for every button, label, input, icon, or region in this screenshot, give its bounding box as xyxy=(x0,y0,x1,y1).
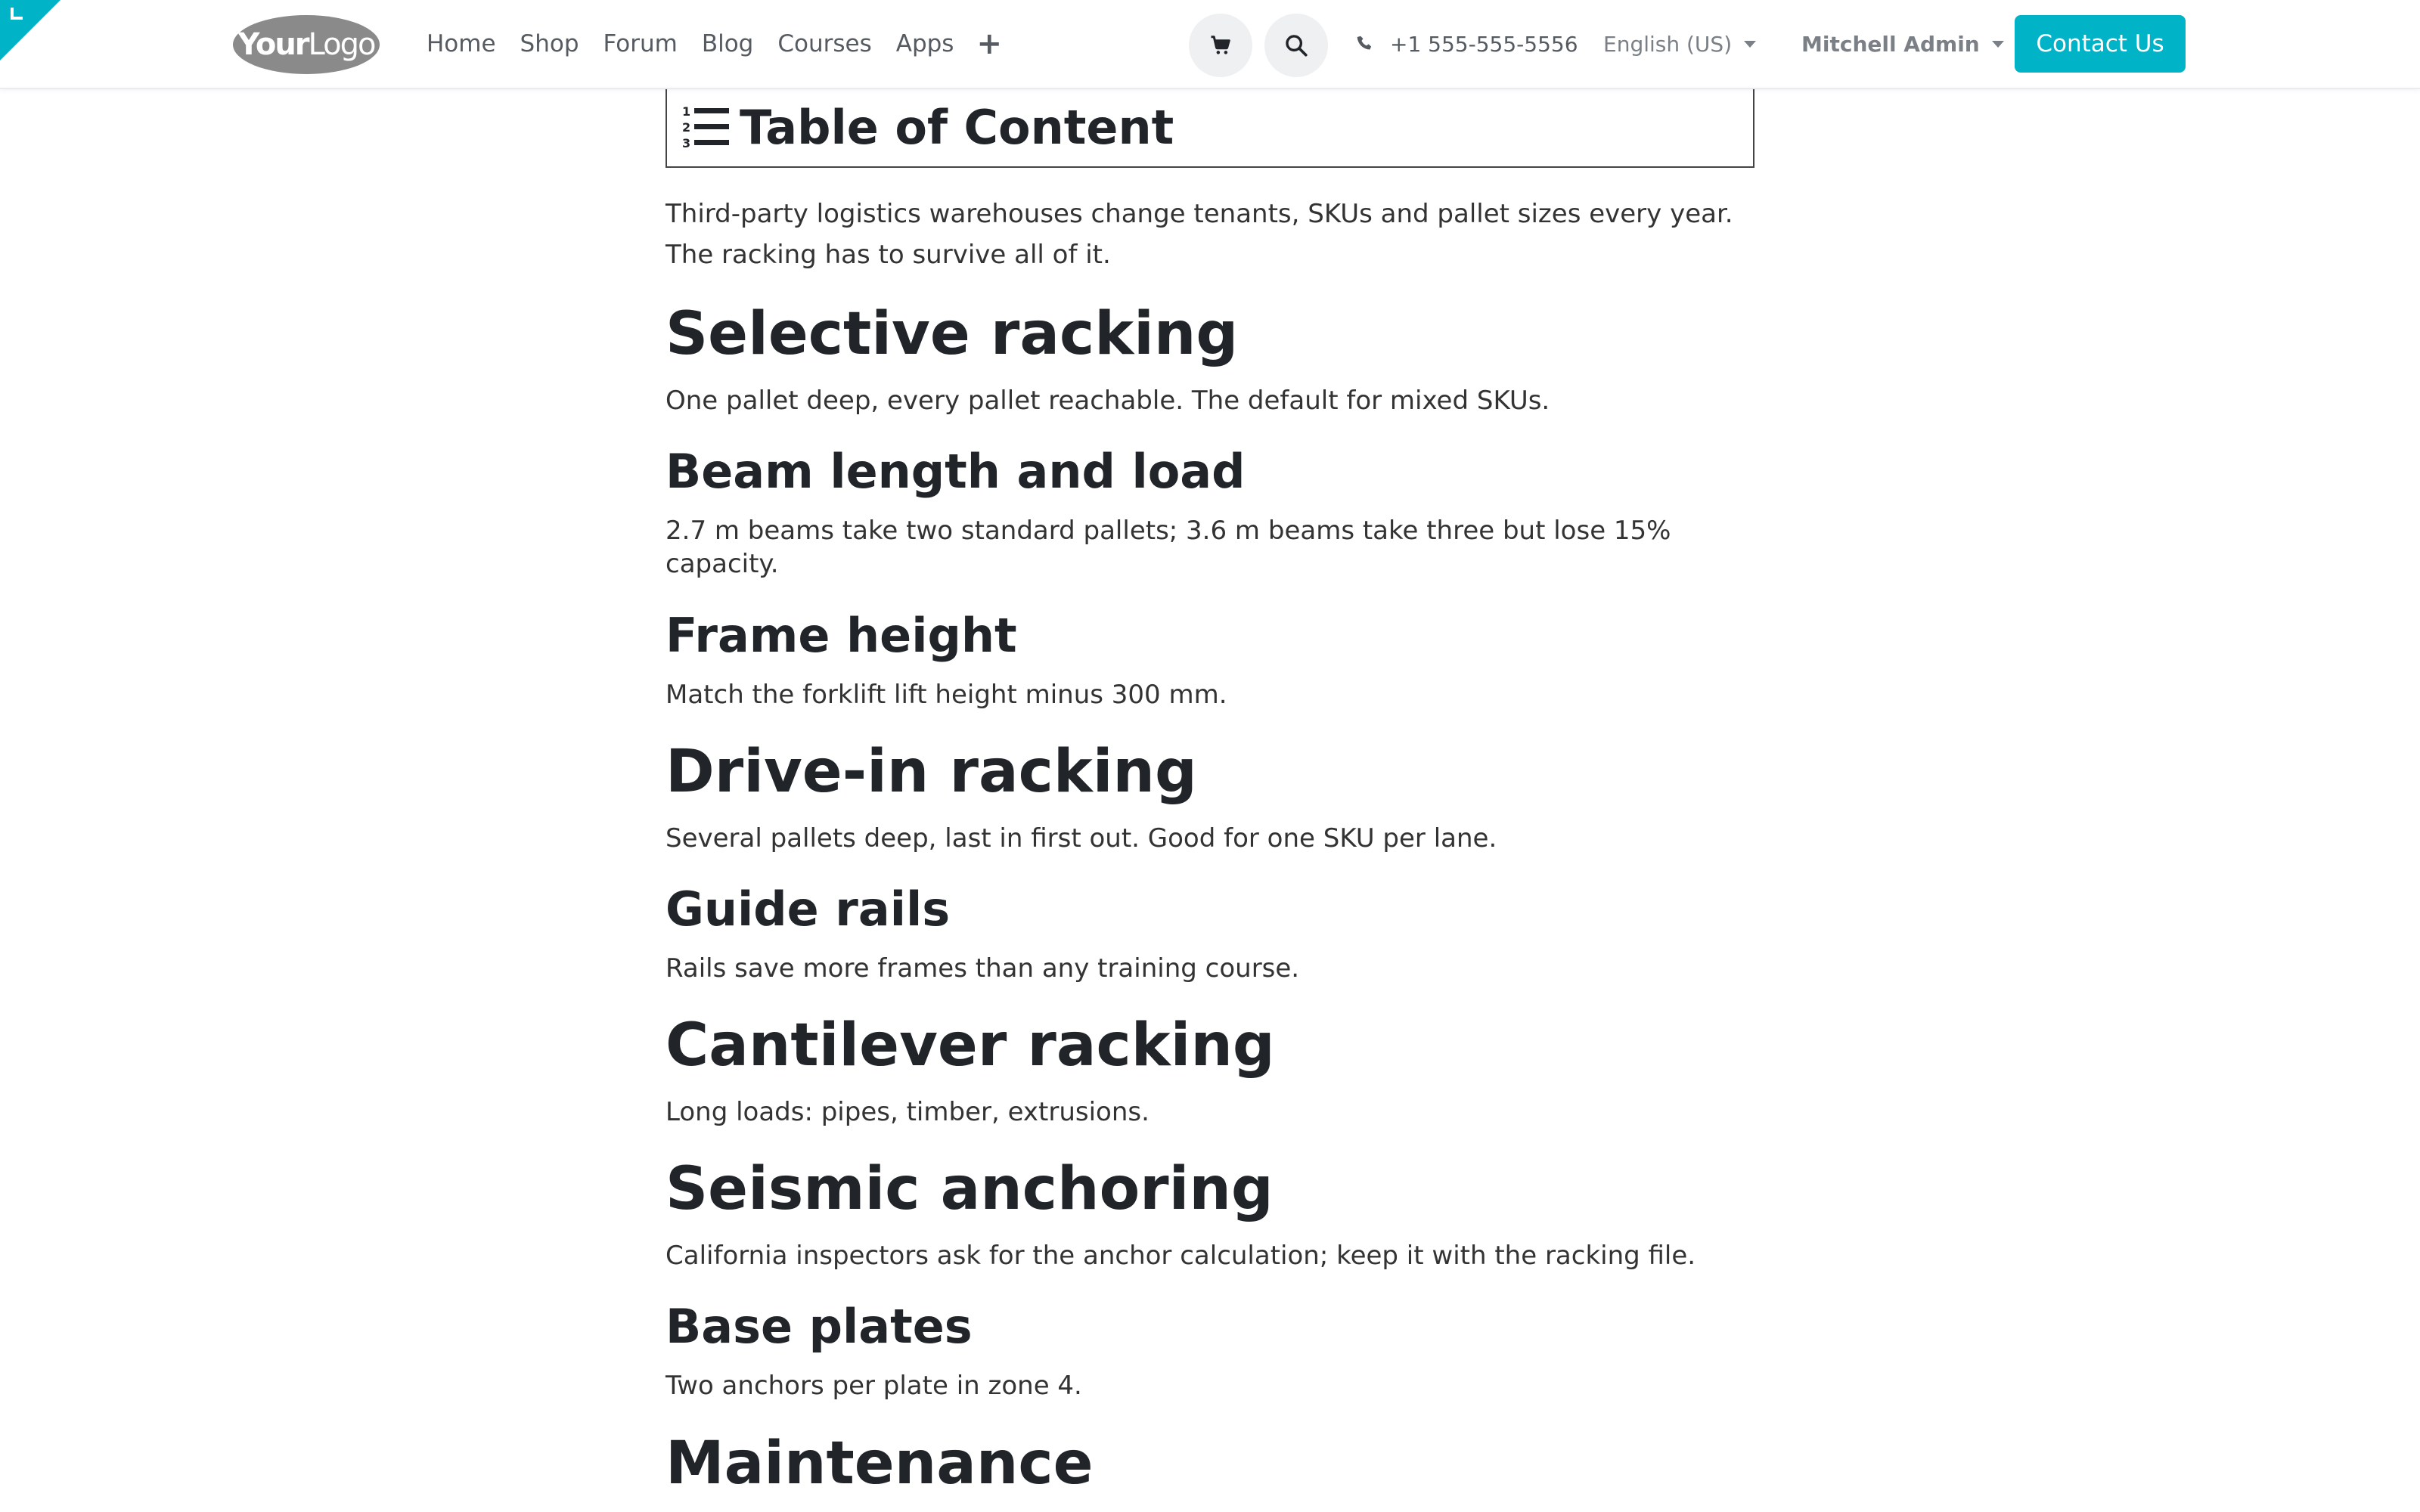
cart-button[interactable] xyxy=(1189,14,1252,77)
section-paragraph: One pallet deep, every pallet reachable. The default for mixed SKUs. xyxy=(666,385,1550,416)
phone-number: +1 555-555-5556 xyxy=(1390,31,1578,57)
svg-text:2: 2 xyxy=(682,120,691,135)
section-heading: Drive-in racking xyxy=(666,737,1197,806)
section-paragraph: California inspectors ask for the anchor calculation; keep it with the racking file. xyxy=(666,1241,1696,1272)
subsection-heading: Guide rails xyxy=(666,881,951,937)
phone-contact[interactable] xyxy=(1355,0,1578,88)
subsection-paragraph: Match the forklift lift height minus 300 mm. xyxy=(666,679,1227,710)
language-selector[interactable] xyxy=(1603,0,1756,88)
toc-title: Table of Content xyxy=(740,99,1174,155)
contact-us-button[interactable]: Contact Us xyxy=(2015,15,2186,73)
subsection-paragraph: 2.7 m beams take two standard pallets; 3.6 m beams take three but lose 15% capacity. xyxy=(666,516,1671,580)
subsection-paragraph: Two anchors per plate in zone 4. xyxy=(666,1371,1082,1402)
numbered-list-icon xyxy=(682,104,729,150)
chevron-down-icon xyxy=(1744,41,1756,48)
chevron-down-icon xyxy=(1992,41,2004,48)
user-menu[interactable] xyxy=(1801,0,2004,88)
subsection-heading: Beam length and load xyxy=(666,443,1246,499)
subsection-heading: Frame height xyxy=(666,607,1017,663)
intro-paragraph: Third-party logistics warehouses change tenants, SKUs and pallet sizes every year. The racking has to survive all of it. xyxy=(666,199,1733,270)
article-content xyxy=(666,88,1754,1496)
svg-text:3: 3 xyxy=(682,136,691,150)
subsection-paragraph: Rails save more frames than any training course. xyxy=(666,953,1300,984)
nav-home[interactable]: Home xyxy=(427,30,496,57)
section-heading: Maintenance xyxy=(666,1429,1094,1498)
nav-apps[interactable]: Apps xyxy=(895,30,954,57)
nav-forum[interactable]: Forum xyxy=(603,30,678,57)
main-nav xyxy=(414,0,1013,88)
nav-blog[interactable]: Blog xyxy=(701,30,754,57)
logo-text-thin: Logo xyxy=(308,27,375,62)
section-heading: Seismic anchoring xyxy=(666,1155,1274,1224)
section-paragraph: Several pallets deep, last in first out. Good for one SKU per lane. xyxy=(666,823,1497,854)
section-heading: Cantilever racking xyxy=(666,1012,1275,1080)
site-logo[interactable] xyxy=(233,15,380,74)
cart-icon xyxy=(1209,34,1232,57)
section-heading: Selective racking xyxy=(666,300,1239,368)
site-header xyxy=(0,0,2420,89)
user-name: Mitchell Admin xyxy=(1801,31,1980,57)
search-icon xyxy=(1283,33,1309,58)
logo-text-bold: Your xyxy=(237,27,309,62)
table-of-content-block[interactable] xyxy=(666,88,1754,168)
nav-shop[interactable]: Shop xyxy=(520,30,579,57)
svg-text:1: 1 xyxy=(682,104,691,119)
plus-icon[interactable]: + xyxy=(976,26,1002,61)
section-paragraph: Long loads: pipes, timber, extrusions. xyxy=(666,1097,1150,1128)
subsection-heading: Base plates xyxy=(666,1299,973,1355)
search-button[interactable] xyxy=(1264,14,1328,77)
nav-courses[interactable]: Courses xyxy=(777,30,872,57)
language-label: English (US) xyxy=(1603,31,1733,57)
phone-icon xyxy=(1355,34,1375,54)
corner-edit-icon xyxy=(11,8,23,20)
